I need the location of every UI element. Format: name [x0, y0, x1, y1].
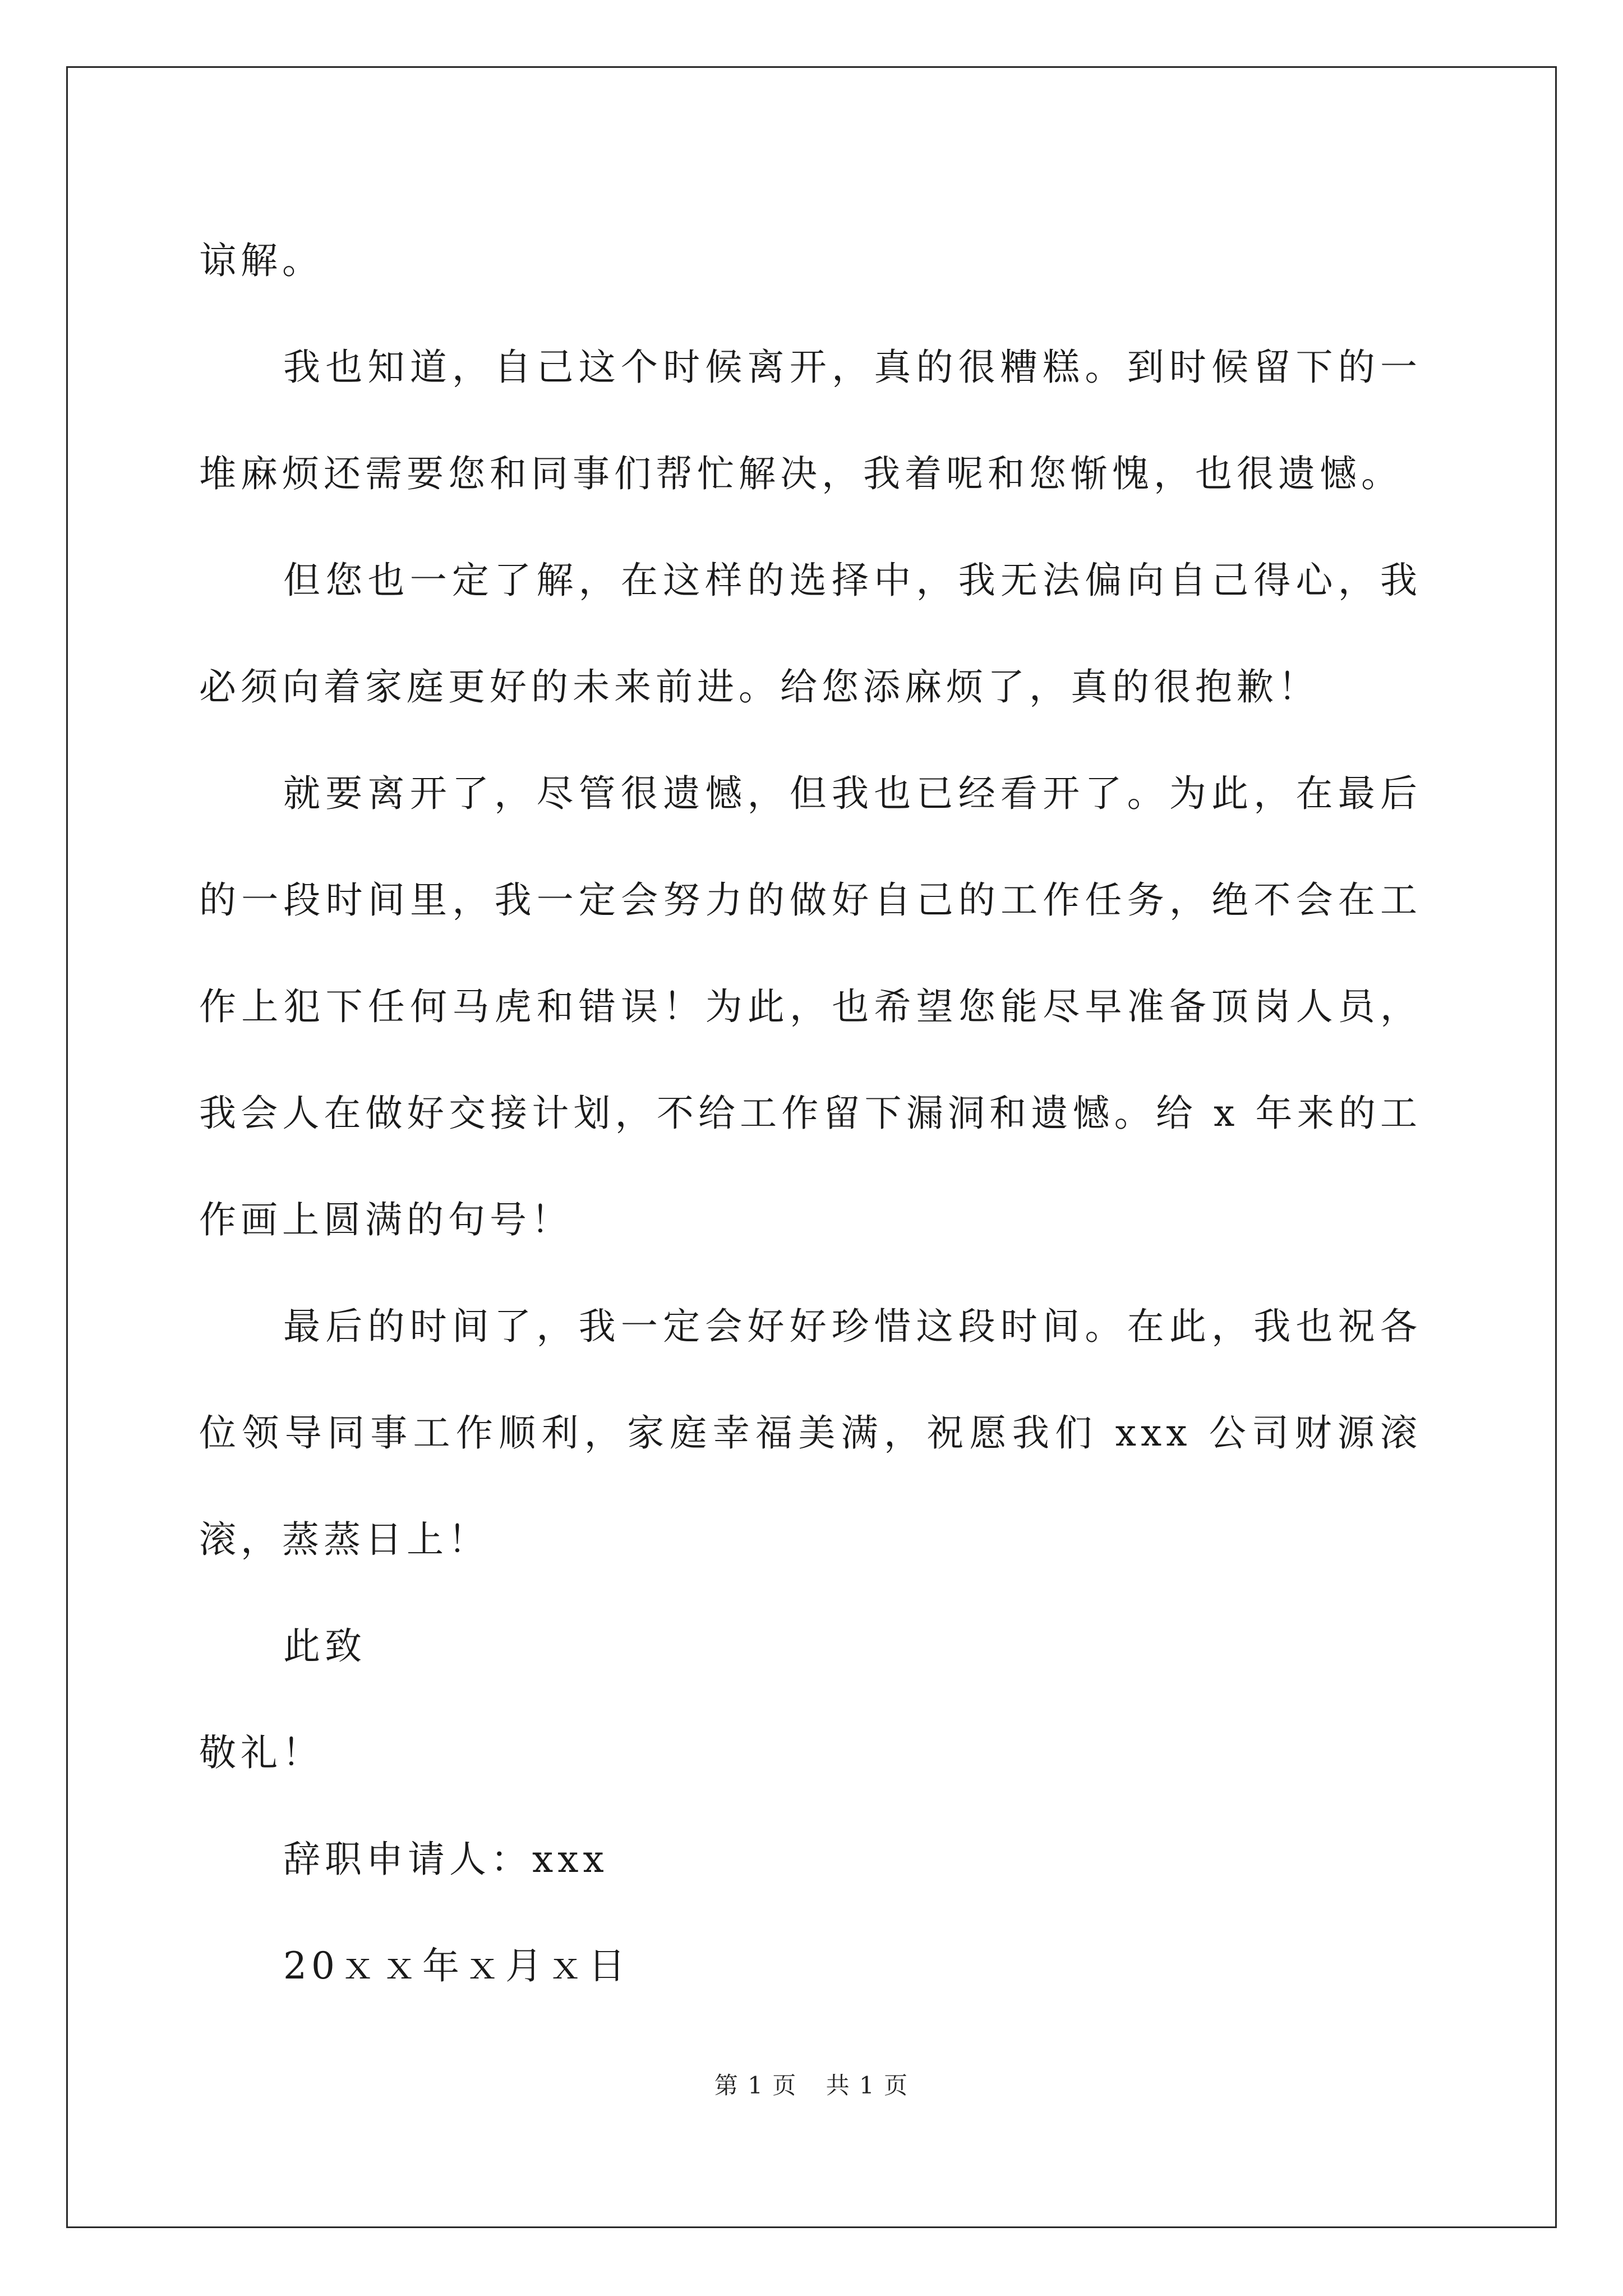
page-footer: [0, 2067, 1623, 2101]
letter-body: [199, 208, 1422, 2019]
salutation-jingli: 敬礼！: [199, 1731, 324, 1774]
paragraph-apology: 我也知道，自己这个时候离开，真的很糟糕。到时候留下的一堆麻烦还需要您和同事们帮忙解决，我着呢和您惭愧，也很遗憾。: [199, 346, 1422, 495]
paragraph-handover-plan: 就要离开了，尽管很遗憾，但我也已经看开了。为此，在最后的一段时间里，我一定会努力的做好自己的工作任务，绝不会在工作上犯下任何马虎和错误！为此，也希望您能尽早准备顶岗人员，我会人在做好交接计划，不给工作留下漏洞和遗憾。给 x 年来的工作画上圆满的句号！: [199, 772, 1422, 1241]
signature-applicant: 辞职申请人：xxx: [283, 1838, 608, 1881]
signature-date: 20ｘｘ年ｘ月ｘ日: [283, 1944, 630, 1987]
page-number-current: 第 1 页: [714, 2072, 797, 2099]
paragraph-family-reason: 但您也一定了解，在这样的选择中，我无法偏向自己得心，我必须向着家庭更好的未来前进。给您添麻烦了，真的很抱歉！: [199, 559, 1422, 708]
paragraph-closing-understanding: 谅解。: [199, 239, 324, 282]
salutation-cizhi: 此致: [283, 1625, 366, 1668]
page-number-total: 共 1 页: [826, 2072, 909, 2099]
paragraph-wishes: 最后的时间了，我一定会好好珍惜这段时间。在此，我也祝各位领导同事工作顺利，家庭幸福美满，祝愿我们 xxx 公司财源滚滚，蒸蒸日上！: [199, 1305, 1422, 1561]
